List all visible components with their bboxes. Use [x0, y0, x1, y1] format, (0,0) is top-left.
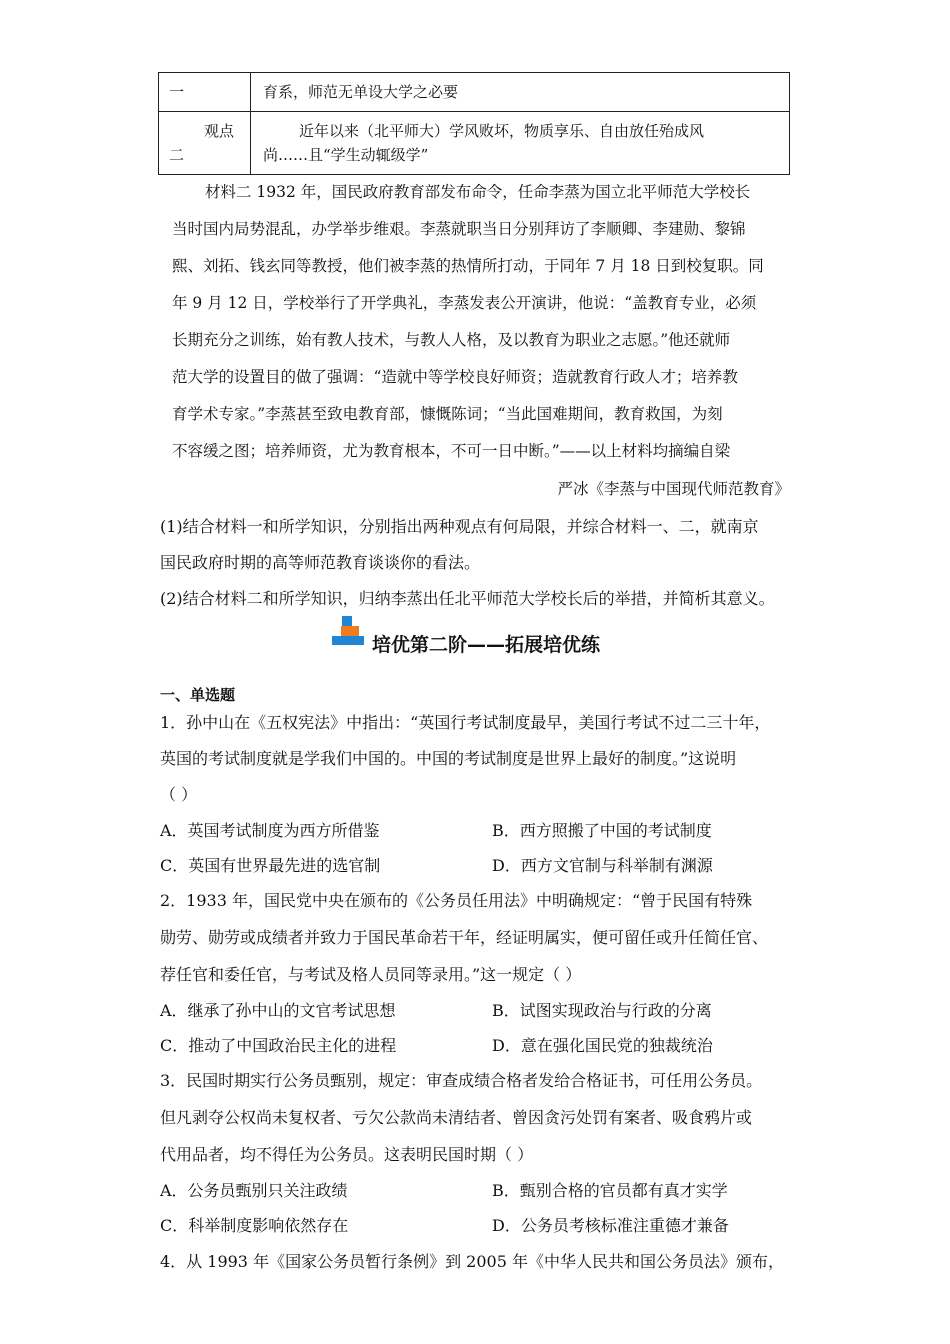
table-col-divider — [250, 73, 251, 174]
mcq-stem-line: （ ） — [160, 785, 198, 804]
mcq-option: A．继承了孙中山的文官考试思想 — [160, 1001, 396, 1020]
mcq-option: D．意在强化国民党的独裁统治 — [492, 1036, 713, 1055]
mcq-option: C．科举制度影响依然存在 — [160, 1216, 349, 1235]
section-logo-icon — [330, 616, 370, 650]
material-line: 范大学的设置目的做了强调：“造就中等学校良好师资；造就教育行政人才；培养教 — [172, 368, 738, 386]
mcq-stem-line: 荐任官和委任官，与考试及格人员同等录用。”这一规定（ ） — [160, 965, 582, 984]
material-line: 当时国内局势混乱，办学举步维艰。李蒸就职当日分别拜访了李顺卿、李建勋、黎锦 — [172, 220, 746, 238]
mcq-option: B．甄别合格的官员都有真才实学 — [492, 1181, 728, 1200]
section-heading: 一、单选题 — [160, 686, 236, 704]
question-1-line2: 国民政府时期的高等师范教育谈谈你的看法。 — [160, 553, 481, 572]
mcq-option: C．推动了中国政治民主化的进程 — [160, 1036, 397, 1055]
mcq-stem-line: 2．1933 年，国民党中央在颁布的《公务员任用法》中明确规定：“曾于民国有特殊 — [160, 891, 753, 910]
material-line: 长期充分之训练，始有教人技术，与教人人格，及以教育为职业之志愿。”他还就师 — [172, 331, 731, 349]
mcq-stem-line: 1．孙中山在《五权宪法》中指出：“英国行考试制度最早，美国行考试不过二三十年， — [160, 713, 771, 732]
section-title: 培优第二阶——拓展培优练 — [372, 634, 601, 656]
mcq-stem-line: 3．民国时期实行公务员甄别，规定：审查成绩合格者发给合格证书，可任用公务员。 — [160, 1071, 763, 1090]
table-row2-text-line2: 尚……且“学生动辄级学” — [263, 146, 429, 164]
mcq-option: A．公务员甄别只关注政绩 — [160, 1181, 348, 1200]
material-line: 育学术专家。”李蒸甚至致电教育部，慷慨陈词；“当此国难期间，教育救国，为刻 — [172, 405, 723, 423]
table-row2-text-line1: 近年以来（北平师大）学风败坏，物质享乐、自由放任殆成风 — [299, 122, 705, 140]
viewpoint-table — [158, 72, 790, 175]
mcq-option: C．英国有世界最先进的选官制 — [160, 856, 381, 875]
question-2: (2)结合材料二和所学知识，归纳李蒸出任北平师范大学校长后的举措，并简析其意义。 — [160, 589, 775, 608]
mcq-option: D．西方文官制与科举制有渊源 — [492, 856, 713, 875]
mcq-option: B．西方照搬了中国的考试制度 — [492, 821, 712, 840]
material-line: 不容缓之图；培养师资，尤为教育根本，不可一日中断。”——以上材料均摘编自梁 — [172, 442, 731, 460]
mcq-stem-line: 但凡剥夺公权尚未复权者、亏欠公款尚未清结者、曾因贪污处罚有案者、吸食鸦片或 — [160, 1108, 753, 1127]
mcq-stem-line: 英国的考试制度就是学我们中国的。中国的考试制度是世界上最好的制度。”这说明 — [160, 749, 737, 768]
table-row-divider — [159, 111, 789, 112]
mcq-stem-line: 4．从 1993 年《国家公务员暂行条例》到 2005 年《中华人民共和国公务员法》颁布， — [160, 1252, 784, 1271]
mcq-stem-line: 代用品者，均不得任为公务员。这表明民国时期（ ） — [160, 1145, 534, 1164]
table-row2-label-line1: 观点 — [204, 122, 235, 140]
mcq-option: B．试图实现政治与行政的分离 — [492, 1001, 712, 1020]
mcq-option: D．公务员考核标准注重德才兼备 — [492, 1216, 729, 1235]
question-1-line1: (1)结合材料一和所学知识，分别指出两种观点有何局限，并综合材料一、二，就南京 — [160, 517, 759, 536]
table-row1-label: 一 — [169, 83, 185, 101]
mcq-stem-line: 勋劳、勋劳或成绩者并致力于国民革命若干年，经证明属实，便可留任或升任简任官、 — [160, 928, 769, 947]
mcq-option: A．英国考试制度为西方所借鉴 — [160, 821, 380, 840]
material-line: 熙、刘拓、钱玄同等教授，他们被李蒸的热情所打动，于同年 7 月 18 日到校复职。同 — [172, 257, 764, 275]
table-row1-text: 育系，师范无单设大学之必要 — [263, 83, 459, 101]
material-source: 严冰《李蒸与中国现代师范教育》 — [557, 480, 790, 498]
table-row2-label-line2: 二 — [169, 146, 185, 164]
material-line: 年 9 月 12 日，学校举行了开学典礼，李蒸发表公开演讲，他说：“盖教育专业，必须 — [172, 294, 757, 312]
material-line: 材料二 1932 年，国民政府教育部发布命令，任命李蒸为国立北平师范大学校长 — [205, 183, 751, 201]
